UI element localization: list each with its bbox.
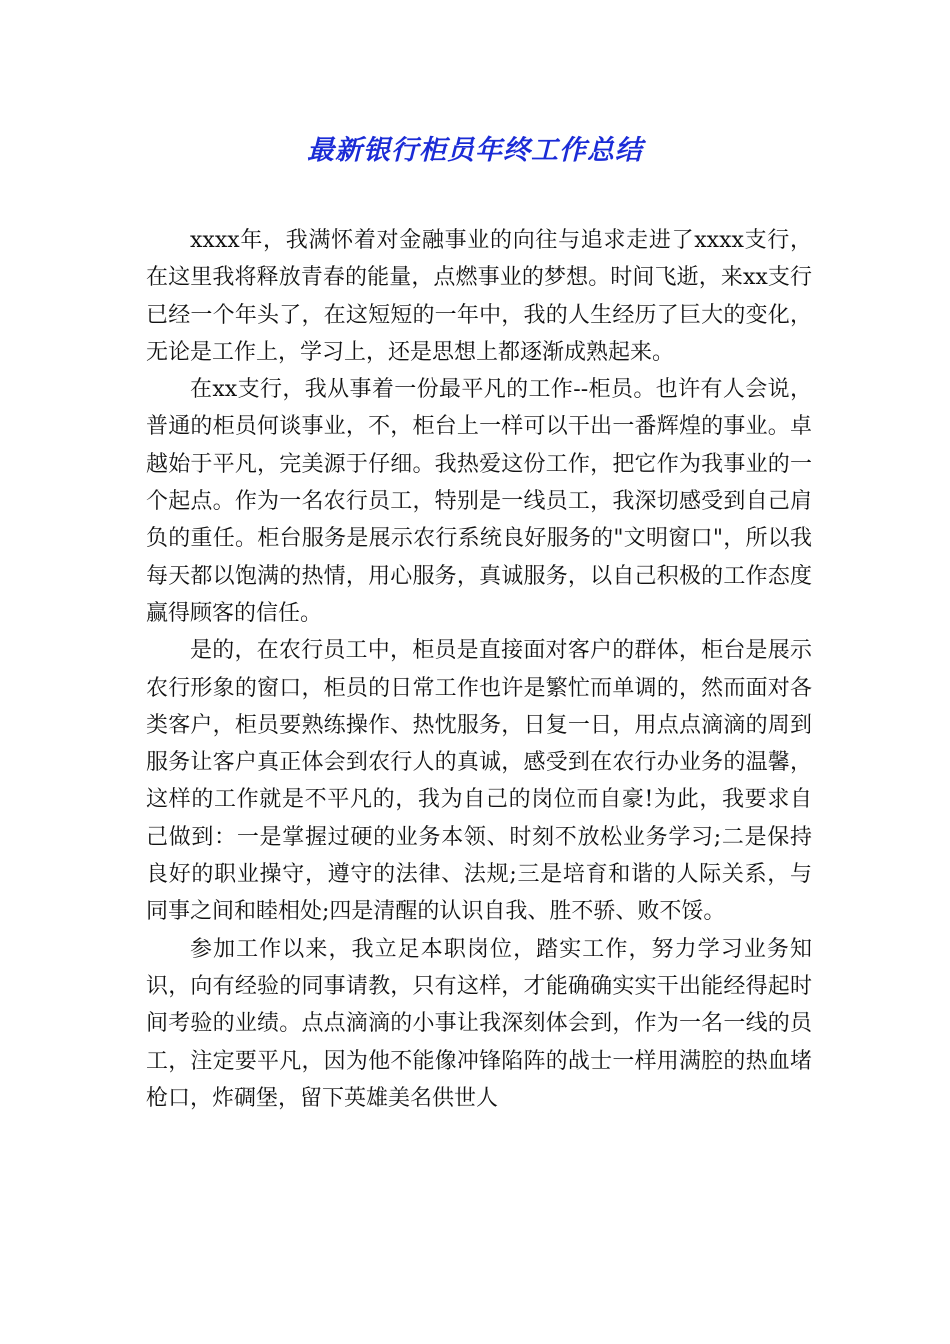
paragraph-3: 是的，在农行员工中，柜员是直接面对客户的群体，柜台是展示农行形象的窗口，柜员的日常工作也许是繁忙而单调的，然而面对各类客户，柜员要熟练操作、热忱服务，日复一日，用点点滴滴的周到服务让客户真正体会到农行人的真诚，感受到在农行办业务的温馨，这样的工作就是不平凡的，我为自己的岗位而自豪!为此，我要求自己做到：一是掌握过硬的业务本领、时刻不放松业务学习;二是保持良好的职业操守，遵守的法律、法规;三是培育和谐的人际关系，与同事之间和睦相处;四是清醒的认识自我、胜不骄、败不馁。 xyxy=(146,638,812,925)
paragraph-1: xxxx年，我满怀着对金融事业的向往与追求走进了xxxx支行，在这里我将释放青春的能量，点燃事业的梦想。时间飞逝，来xx支行已经一个年头了，在这短短的一年中，我的人生经历了巨大的变化，无论是工作上，学习上，还是思想上都逐渐成熟起来。 xyxy=(146,228,812,365)
paragraph-2: 在xx支行，我从事着一份最平凡的工作--柜员。也许有人会说，普通的柜员何谈事业，不，柜台上一样可以干出一番辉煌的事业。卓越始于平凡，完美源于仔细。我热爱这份工作，把它作为我事业的一个起点。作为一名农行员工，特别是一线员工，我深切感受到自己肩负的重任。柜台服务是展示农行系统良好服务的"文明窗口"，所以我每天都以饱满的热情，用心服务，真诚服务，以自己积极的工作态度赢得顾客的信任。 xyxy=(146,377,812,626)
paragraph-4: 参加工作以来，我立足本职岗位，踏实工作，努力学习业务知识，向有经验的同事请教，只有这样，才能确确实实干出能经得起时间考验的业绩。点点滴滴的小事让我深刻体会到，作为一名一线的员工，注定要平凡，因为他不能像冲锋陷阵的战士一样用满腔的热血堵枪口，炸碉堡，留下英雄美名供世人 xyxy=(146,936,812,1111)
document-body xyxy=(146,222,812,1117)
page-title: 最新银行柜员年终工作总结 xyxy=(307,135,643,166)
